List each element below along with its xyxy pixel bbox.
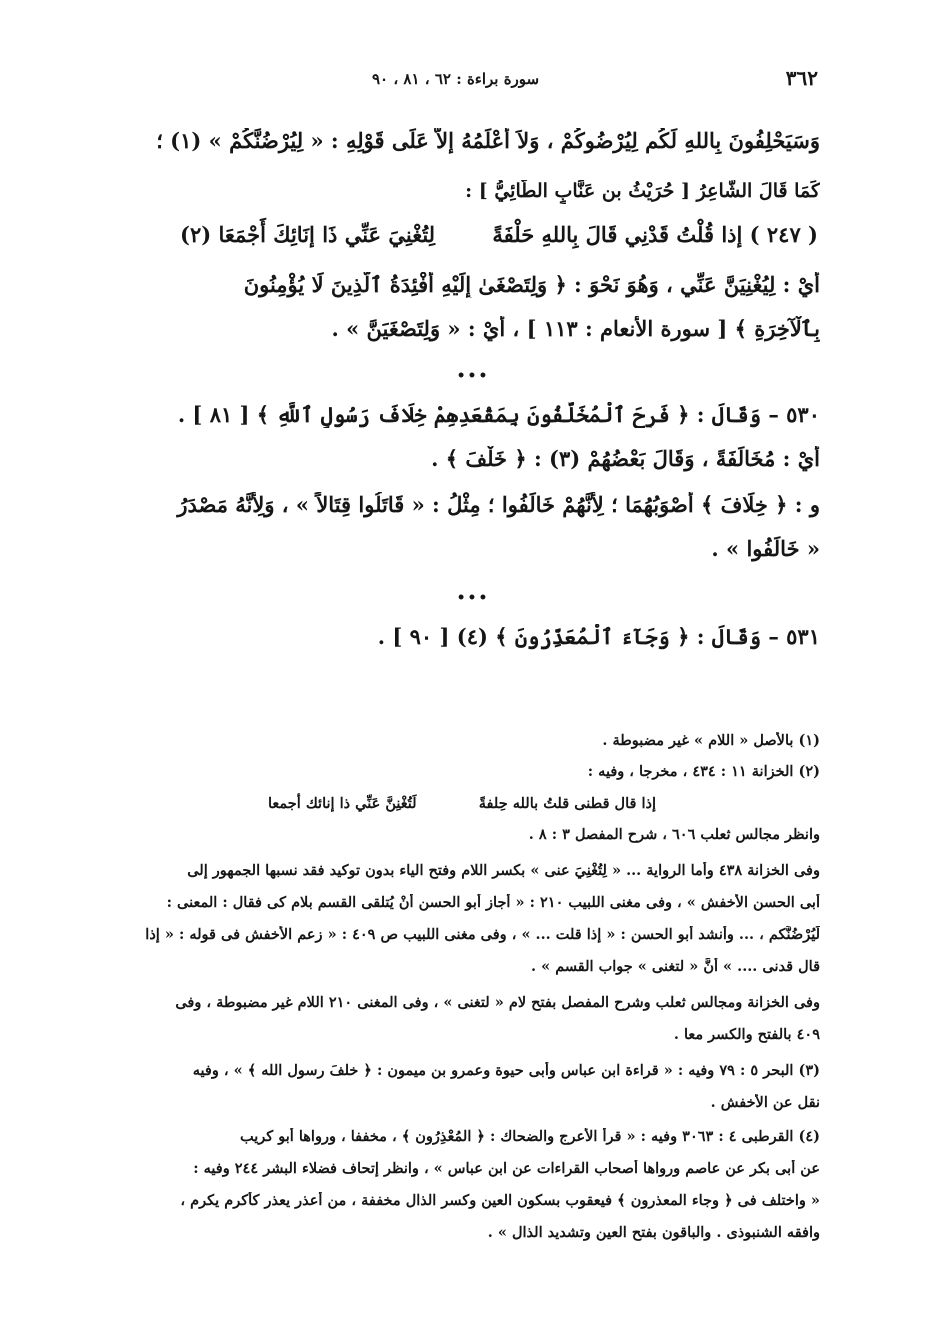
footnote-2-line-5: لَيُرْضُنَّكم ، ... وأنشد أبو الحسن : « إذا قلت ... » ، وفى مغنى اللبيب ص ٤٠٩ : « زعم الأخفش فى قوله : « إذا [145, 926, 820, 943]
footnote-3: (٣) البحر ٥ : ٧٩ وفيه : « قراءة ابن عباس وأبى حيوة وعمرو بن ميمون : ﴿ خلفَ رسول الله ﴾ » ، وفيه [192, 1062, 820, 1079]
poem-hemistich-right: ( ٢٤٧ ) إذا قُلْتُ قَدْنِي قَالَ بِاللهِ حَلْفَةً [492, 222, 818, 247]
page-number: ٣٦٢ [785, 66, 818, 90]
footnote-2-verse-left: لَتُغْنِنَّ عَنِّي ذا إنائك أجمعا [268, 795, 417, 812]
footnote-2-line-4: أبى الحسن الأخفش » ، وفى مغنى اللبيب ٢١٠ : « أجاز أبو الحسن أنْ يُتلقى القسم بلام كى فقال : المعنى : [166, 894, 820, 911]
running-title: سورة براءة : ٦٢ ، ٨١ ، ٩٠ [372, 70, 540, 88]
footnote-4-line-3: « واختلف فى ﴿ وجاء المعذرون ﴾ فيعقوب بسكون العين وكسر الذال مخففة ، من أعذر يعذر كأكرم يكرم ، [180, 1192, 820, 1209]
footnote-2-line-3: وفى الخزانة ٤٣٨ وأما الرواية ... « لِتُغْنِيَ عنى » بكسر اللام وفتح الياء بدون توكيد فقد نسبها الجمهور إلى [187, 862, 820, 879]
footnote-2-line-6: قال قدنى .... » أنَّ « لتغنى » جواب القسم » . [531, 958, 820, 975]
footnote-4-line-4: وافقه الشنبوذى . والباقون بفتح العين وتشديد الذال » . [487, 1224, 820, 1241]
footnote-4-line-2: عن أبى بكر عن عاصم ورواها أصحاب القراءات عن ابن عباس » ، وانظر إتحاف فضلاء البشر ٢٤٤ وفيه : [193, 1160, 820, 1177]
entry-531: ٥٣١ – وَقَالَ : ﴿ وَجَآءَ ٱلْمُعَذِّرُونَ ﴾ (٤) [ ٩٠ ] . [377, 624, 820, 649]
footnote-2-line-7: وفى الخزانة ومجالس ثعلب وشرح المفصل بفتح لام « لتغنى » ، وفى المغنى ٢١٠ اللام غير مضبوطة ، وفى [175, 994, 820, 1011]
footnote-2-line-2: وانظر مجالس ثعلب ٦٠٦ ، شرح المفصل ٣ : ٨ . [528, 826, 820, 843]
body-line-1: وَسَيَحْلِفُونَ بِاللهِ لَكُم لِيُرْضُوكُمْ ، وَلاَ أَعْلَمُهُ إلاَّ عَلَى قَوْلِهِ : « لِيُرْضُنَّكُمْ » (١) ؛ [156, 128, 820, 153]
entry-530-line-2: أَيْ : مُخَالَفَةً ، وَقَالَ بَعْضُهُمْ (٣) : ﴿ خَلْفَ ﴾ . [431, 446, 820, 471]
section-separator: ••• [456, 590, 490, 606]
body-line-4: بِٱلْآخِرَةِ ﴾ [ سورة الأنعام : ١١٣ ] ، أَيْ : « وَلِتَصْغَيَنَّ » . [331, 316, 820, 341]
entry-530: ٥٣٠ – وَقَالَ : ﴿ فَرِحَ ٱلْمُخَلَّفُونَ بِمَقْعَدِهِمْ خِلَافَ رَسُولِ ٱللَّهِ ﴾ [ ٨١ ] . [177, 402, 820, 427]
entry-530-line-4: « خَالَفُوا » . [711, 536, 820, 561]
footnote-4: (٤) القرطبى ٤ : ٣٠٦٣ وفيه : « قرأ الأعرج والضحاك : ﴿ المُعْذِرُون ﴾ ، مخففا ، ورواها أبو كريب [240, 1128, 820, 1145]
body-line-2: كَمَا قَالَ الشَّاعِرُ [ حُرَيْثُ بن عَنَّابٍ الطَّائِيُّ ] : [465, 180, 820, 202]
section-separator: ••• [456, 368, 490, 384]
body-line-3: أَيْ : لِيُغْنِيَنَّ عَنِّي ، وَهُوَ نَحْوَ : ﴿ وَلِتَصْغَىٰ إِلَيْهِ أَفْئِدَةُ ٱلَّذِينَ لَا يُؤْمِنُونَ [243, 272, 820, 297]
footnote-3-line-2: نقل عن الأخفش . [710, 1094, 820, 1111]
entry-530-line-3: و : ﴿ خِلَافَ ﴾ أَصْوَبُهُمَا ؛ لِأَنَّهُمْ خَالَفُوا ؛ مِثْلُ : « قَاتَلُوا قِتَالاً » ، وَلِأَنَّهُ مَصْدَرُ [177, 492, 820, 517]
footnote-1: (١) بالأصل « اللام » غير مضبوطة . [602, 732, 820, 749]
poem-hemistich-left: لِتُغْنِيَ عَنِّي ذَا إنَائِكَ أَجْمَعَا (٢) [180, 222, 436, 247]
footnote-2-verse-right: إذا قال قطنى قلتُ بالله حِلفةً [478, 795, 656, 812]
footnote-2: (٢) الخزانة ١١ : ٤٣٤ ، مخرجا ، وفيه : [587, 763, 820, 780]
footnote-2-line-8: ٤٠٩ بالفتح والكسر معا . [673, 1026, 820, 1043]
